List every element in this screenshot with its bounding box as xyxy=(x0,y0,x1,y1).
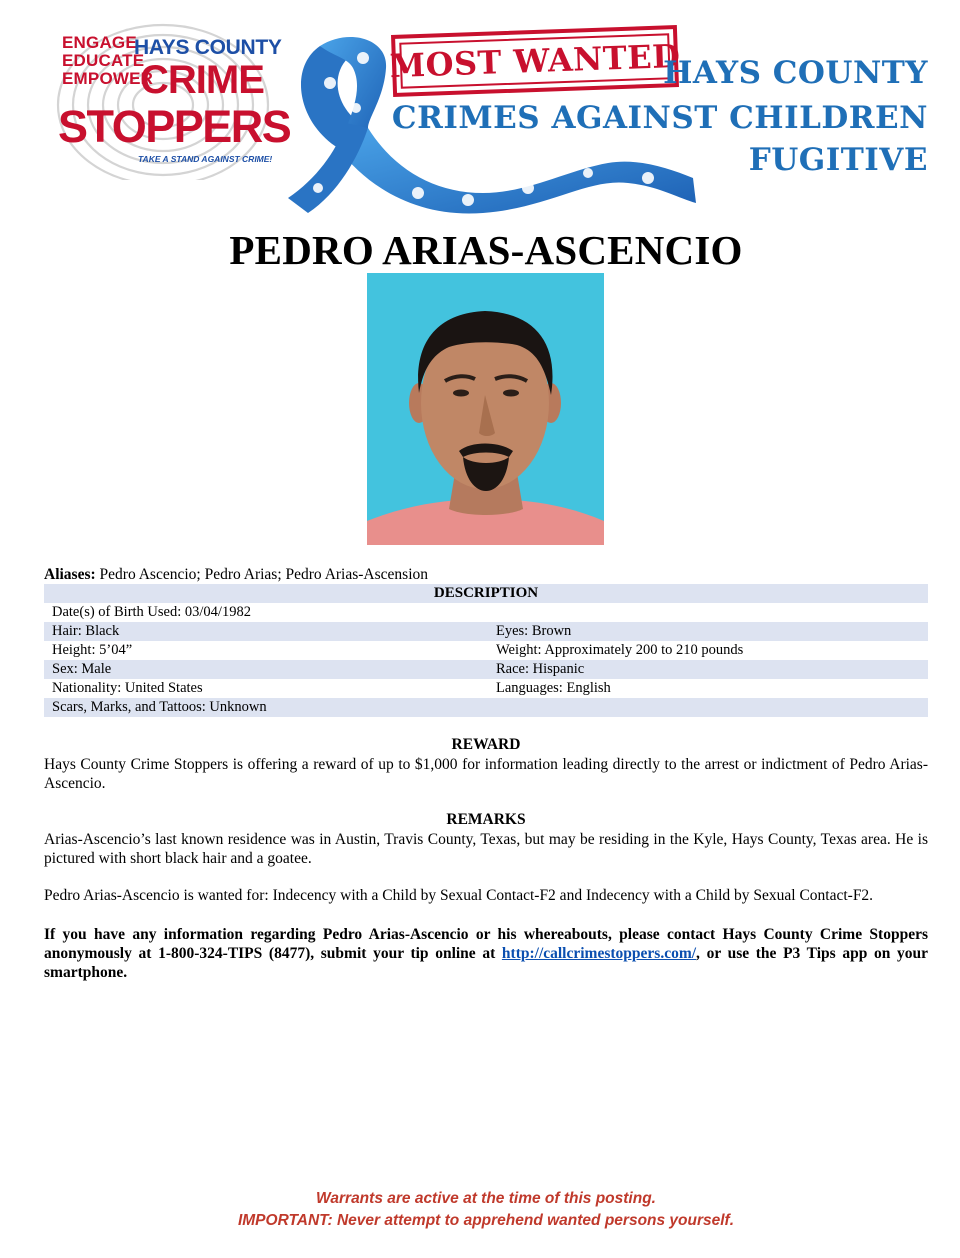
contact-text-after: , or use the P3 Tips app on your smartphone. xyxy=(44,945,929,981)
fugitive-photo xyxy=(367,273,604,545)
aliases-value: Pedro Ascencio; Pedro Arias; Pedro Arias-Ascension xyxy=(99,566,429,583)
logo-crime: CRIME xyxy=(140,58,264,102)
tip-link[interactable]: http://callcrimestoppers.com/ xyxy=(501,945,697,962)
height: Height: 5’04” xyxy=(52,642,133,658)
languages: Languages: English xyxy=(496,680,611,696)
description-row xyxy=(44,679,928,698)
crime-stoppers-logo xyxy=(48,20,291,180)
nationality: Nationality: United States xyxy=(52,680,203,696)
reward-text: Hays County Crime Stoppers is offering a reward of up to $1,000 for information leading directly to the arrest or indictment of Pedro Arias-Ascencio. xyxy=(44,756,928,792)
footer-important-note: IMPORTANT: Never attempt to apprehend wanted persons yourself. xyxy=(237,1212,735,1229)
description-row xyxy=(44,603,928,622)
description-table xyxy=(44,584,928,717)
description-row xyxy=(44,641,928,660)
eyes: Eyes: Brown xyxy=(496,623,572,639)
fugitive-name: PEDRO ARIAS-ASCENCIO xyxy=(229,227,743,273)
remarks-text: Arias-Ascencio’s last known residence was in Austin, Travis County, Texas, but may be residing in the Kyle, Hays County, Texas area. He is pictured with short black hair and a goatee. xyxy=(44,831,928,867)
description-row xyxy=(44,660,928,679)
aliases xyxy=(44,566,428,584)
reward-heading: REWARD xyxy=(451,736,521,753)
race: Race: Hispanic xyxy=(496,661,585,677)
scars-marks-tattoos: Scars, Marks, and Tattoos: Unknown xyxy=(52,699,267,715)
remarks-heading: REMARKS xyxy=(446,811,526,828)
weight: Weight: Approximately 200 to 210 pounds xyxy=(496,642,744,658)
description-heading: DESCRIPTION xyxy=(44,584,928,603)
footer-warrants-note: Warrants are active at the time of this posting. xyxy=(316,1190,656,1207)
header-crimes-against-children: CRIMES AGAINST CHILDREN xyxy=(391,100,928,136)
header-fugitive: FUGITIVE xyxy=(748,142,928,178)
logo-county: HAYS COUNTY xyxy=(134,36,282,59)
logo-stoppers: STOPPERS xyxy=(58,101,291,152)
aliases-label: Aliases: xyxy=(44,566,96,583)
contact-text-before: If you have any information regarding Pedro Arias-Ascencio or his whereabouts, please contact Hays County Crime Stoppers anonymously at 1-800-324-TIPS (8477), submit your tip online at xyxy=(44,926,928,962)
most-wanted-stamp xyxy=(391,25,679,97)
description-row xyxy=(44,698,928,717)
stamp-text: MOST WANTED xyxy=(389,36,681,86)
header-county: HAYS COUNTY xyxy=(663,55,928,91)
sex: Sex: Male xyxy=(52,661,112,677)
charges-text: Pedro Arias-Ascencio is wanted for: Indecency with a Child by Sexual Contact-F2 and Indecency with a Child by Sexual Contact-F2. xyxy=(44,887,874,904)
logo-tagline: TAKE A STAND AGAINST CRIME! xyxy=(138,154,273,164)
contact-text xyxy=(44,925,928,982)
description-row xyxy=(44,622,928,641)
dob: Date(s) of Birth Used: 03/04/1982 xyxy=(52,604,251,620)
hair: Hair: Black xyxy=(52,623,120,639)
logo-engage-words: ENGAGE EDUCATE EMPOWER xyxy=(62,33,154,88)
